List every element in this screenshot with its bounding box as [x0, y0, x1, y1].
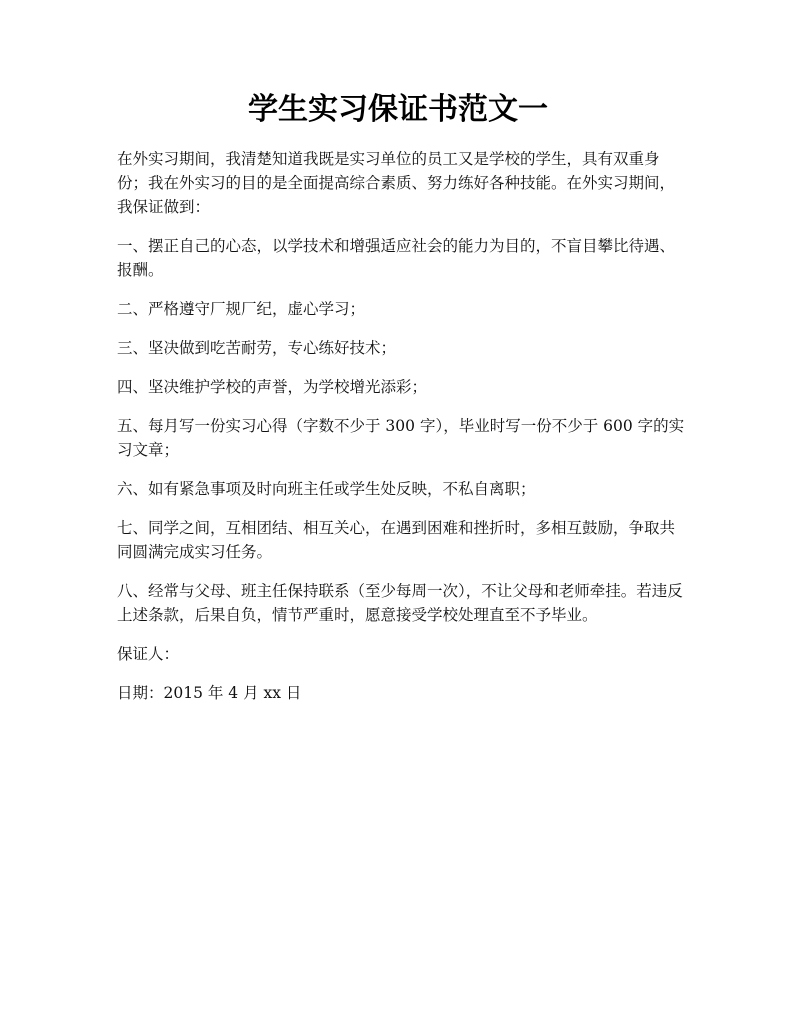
- intro-paragraph: 在外实习期间，我清楚知道我既是实习单位的员工又是学校的学生，具有双重身份；我在外实习的目的是全面提高综合素质、努力练好各种技能。在外实习期间，我保证做到：: [117, 150, 676, 216]
- guarantor-line: 保证人：: [117, 645, 180, 663]
- pledge-item-3: 三、坚决做到吃苦耐劳，专心练好技术；: [117, 339, 397, 357]
- document-title: 学生实习保证书范文一: [248, 92, 548, 127]
- pledge-item-2: 二、严格遵守厂规厂纪，虚心学习；: [117, 300, 366, 318]
- date-line: 日期：2015 年 4 月 xx 日: [117, 684, 302, 702]
- pledge-item-1: 一、摆正自己的心态，以学技术和增强适应社会的能力为目的，不盲目攀比待遇、报酬。: [117, 237, 676, 279]
- document-body: [117, 147, 685, 720]
- pledge-item-6: 六、如有紧急事项及时向班主任或学生处反映，不私自离职；: [117, 480, 536, 498]
- pledge-item-4: 四、坚决维护学校的声誉，为学校增光添彩；: [117, 378, 428, 396]
- pledge-item-7: 七、同学之间，互相团结、相互关心，在遇到困难和挫折时，多相互鼓励，争取共同圆满完成实习任务。: [117, 519, 676, 561]
- pledge-item-5: 五、每月写一份实习心得（字数不少于 300 字），毕业时写一份不少于 600 字的实习文章；: [117, 417, 685, 459]
- pledge-item-8: 八、经常与父母、班主任保持联系（至少每周一次），不让父母和老师牵挂。若违反上述条款，后果自负，情节严重时，愿意接受学校处理直至不予毕业。: [117, 582, 683, 624]
